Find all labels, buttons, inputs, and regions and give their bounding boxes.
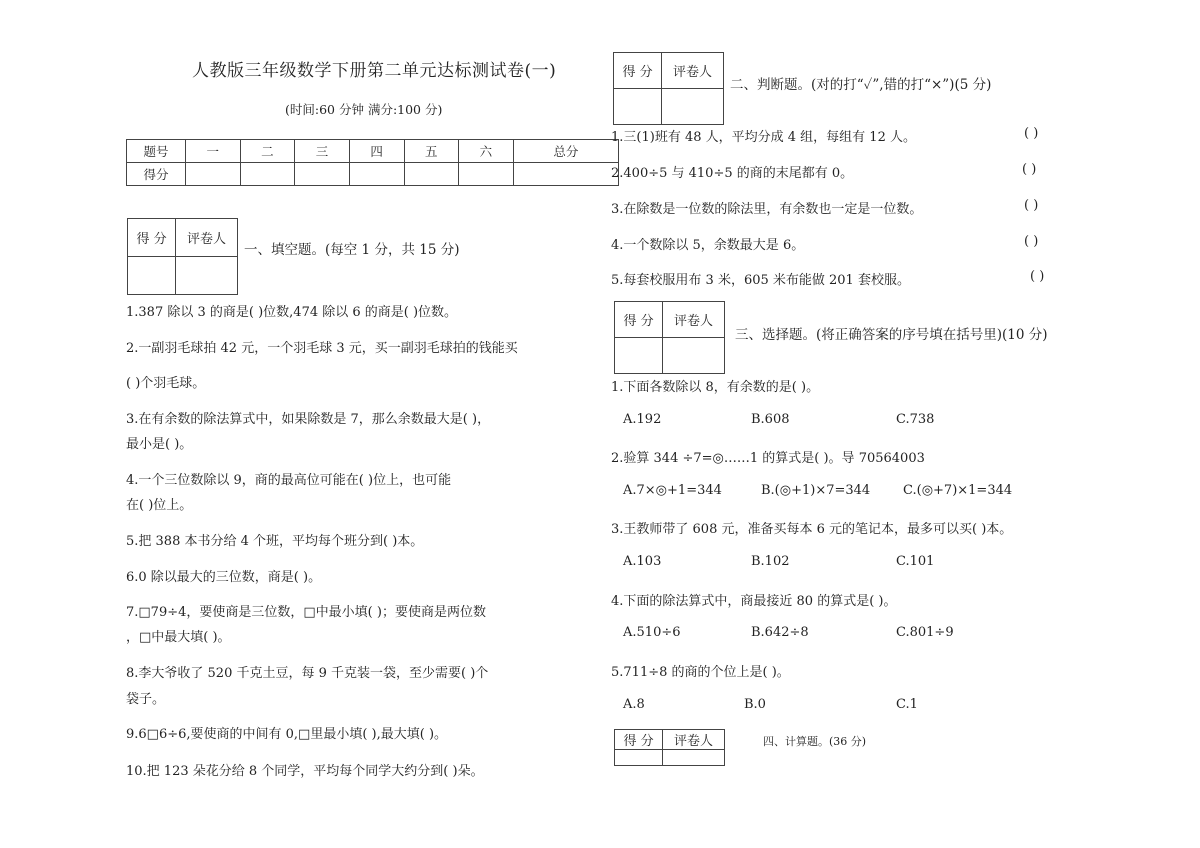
score-input-cell[interactable] <box>614 89 662 125</box>
choice-option[interactable]: C.101 <box>896 554 935 569</box>
score-input-cell[interactable] <box>295 163 350 186</box>
question-line: 3.在有余数的除法算式中，如果除数是 7，那么余数最大是( )， <box>126 412 491 427</box>
score-input-cell[interactable] <box>186 163 241 186</box>
score-label: 得 分 <box>615 730 663 750</box>
judgement-answer-blank[interactable]: ( ) <box>1030 269 1045 284</box>
judgement-item-text: 2.400÷5 与 410÷5 的商的末尾都有 0。 <box>611 166 854 181</box>
score-table-cell: 题号 <box>127 140 186 163</box>
section-title: 三、选择题。(将正确答案的序号填在括号里)(10 分) <box>735 327 1048 343</box>
judgement-answer-blank[interactable]: ( ) <box>1022 162 1037 177</box>
score-label: 得 分 <box>614 53 662 89</box>
choice-option[interactable]: B.(◎+1)×7=344 <box>761 483 871 498</box>
score-table-cell: 六 <box>459 140 514 163</box>
question-line: 2.一副羽毛球拍 42 元，一个羽毛球 3 元，买一副羽毛球拍的钱能买 <box>126 341 518 356</box>
choice-option[interactable]: A.103 <box>623 554 662 569</box>
choice-option[interactable]: C.1 <box>896 697 918 712</box>
score-table-cell: 总分 <box>513 140 618 163</box>
judgement-item-text: 5.每套校服用布 3 米，605 米布能做 201 套校服。 <box>611 273 910 288</box>
score-input-cell[interactable] <box>459 163 514 186</box>
page-title: 人教版三年级数学下册第二单元达标测试卷(一) <box>192 61 557 81</box>
choice-question: 3.王教师带了 608 元，准备买每本 6 元的笔记本，最多可以买( )本。 <box>611 522 1013 537</box>
question-line: 8.李大爷收了 520 千克土豆，每 9 千克装一袋，至少需要( )个 <box>126 666 489 681</box>
score-input-cell[interactable] <box>615 338 663 374</box>
grader-box <box>127 218 238 295</box>
section-title: 四、计算题。(36 分) <box>763 735 867 748</box>
score-table-cell: 二 <box>240 140 295 163</box>
score-input-cell[interactable] <box>349 163 404 186</box>
grader-label: 评卷人 <box>663 302 725 338</box>
score-table <box>126 139 619 186</box>
score-label: 得 分 <box>615 302 663 338</box>
question-line: 袋子。 <box>126 692 166 707</box>
score-label: 得 分 <box>128 219 176 257</box>
score-input-cell[interactable] <box>128 257 176 295</box>
question-line: 4.一个三位数除以 9，商的最高位可能在( )位上，也可能 <box>126 473 452 488</box>
judgement-answer-blank[interactable]: ( ) <box>1024 198 1039 213</box>
judgement-item-text: 4.一个数除以 5，余数最大是 6。 <box>611 238 805 253</box>
choice-option[interactable]: A.510÷6 <box>623 625 681 640</box>
score-table-cell: 四 <box>349 140 404 163</box>
score-table-row-label: 得分 <box>127 163 186 186</box>
grader-label: 评卷人 <box>176 219 238 257</box>
score-input-cell[interactable] <box>404 163 459 186</box>
judgement-answer-blank[interactable]: ( ) <box>1024 126 1039 141</box>
score-table-cell: 三 <box>295 140 350 163</box>
judgement-item-text: 3.在除数是一位数的除法里，有余数也一定是一位数。 <box>611 202 923 217</box>
grader-box <box>614 729 725 766</box>
choice-option[interactable]: B.608 <box>751 412 790 427</box>
page-subtitle: (时间:60 分钟 满分:100 分) <box>285 102 443 117</box>
choice-option[interactable]: B.102 <box>751 554 790 569</box>
choice-option[interactable]: A.192 <box>623 412 662 427</box>
grader-label: 评卷人 <box>663 730 725 750</box>
choice-option[interactable]: B.642÷8 <box>751 625 809 640</box>
question-line: 6.0 除以最大的三位数，商是( )。 <box>126 570 322 585</box>
question-line: 在( )位上。 <box>126 498 193 513</box>
choice-question: 2.验算 344 ÷7=◎……1 的算式是( )。导 70564003 <box>611 451 925 466</box>
section-title: 一、填空题。(每空 1 分，共 15 分) <box>244 242 460 258</box>
question-line: 5.把 388 本书分给 4 个班，平均每个班分到( )本。 <box>126 534 424 549</box>
choice-question: 1.下面各数除以 8，有余数的是( )。 <box>611 380 820 395</box>
score-table-header-row <box>127 140 619 163</box>
question-line: 最小是( )。 <box>126 437 193 452</box>
choice-question: 5.711÷8 的商的个位上是( )。 <box>611 665 790 680</box>
grader-input-cell[interactable] <box>663 750 725 766</box>
question-line: 7.□79÷4，要使商是三位数，□中最小填( )；要使商是两位数 <box>126 605 486 620</box>
score-table-cell: 一 <box>186 140 241 163</box>
choice-option[interactable]: C.738 <box>896 412 935 427</box>
judgement-answer-blank[interactable]: ( ) <box>1024 234 1039 249</box>
grader-input-cell[interactable] <box>176 257 238 295</box>
choice-question: 4.下面的除法算式中，商最接近 80 的算式是( )。 <box>611 594 897 609</box>
choice-option[interactable]: A.7×◎+1=344 <box>623 483 722 498</box>
grader-label: 评卷人 <box>662 53 724 89</box>
score-input-cell[interactable] <box>615 750 663 766</box>
grader-box <box>613 52 724 125</box>
question-line: 1.387 除以 3 的商是( )位数,474 除以 6 的商是( )位数。 <box>126 305 458 320</box>
choice-option[interactable]: C.801÷9 <box>896 625 954 640</box>
question-line: 9.6□6÷6,要使商的中间有 0,□里最小填( ),最大填( )。 <box>126 727 448 742</box>
question-line: 10.把 123 朵花分给 8 个同学，平均每个同学大约分到( )朵。 <box>126 764 484 779</box>
grader-input-cell[interactable] <box>663 338 725 374</box>
choice-option[interactable]: A.8 <box>623 697 645 712</box>
grader-box <box>614 301 725 374</box>
score-table-cell: 五 <box>404 140 459 163</box>
question-line: ( )个羽毛球。 <box>126 376 206 391</box>
score-table-score-row <box>127 163 619 186</box>
judgement-item-text: 1.三(1)班有 48 人，平均分成 4 组，每组有 12 人。 <box>611 130 916 145</box>
choice-option[interactable]: C.(◎+7)×1=344 <box>903 483 1013 498</box>
score-input-cell[interactable] <box>513 163 618 186</box>
section-title: 二、判断题。(对的打“✓”,错的打“×”)(5 分) <box>730 77 992 93</box>
question-line: ，□中最大填( )。 <box>126 630 231 645</box>
score-input-cell[interactable] <box>240 163 295 186</box>
choice-option[interactable]: B.0 <box>744 697 766 712</box>
grader-input-cell[interactable] <box>662 89 724 125</box>
